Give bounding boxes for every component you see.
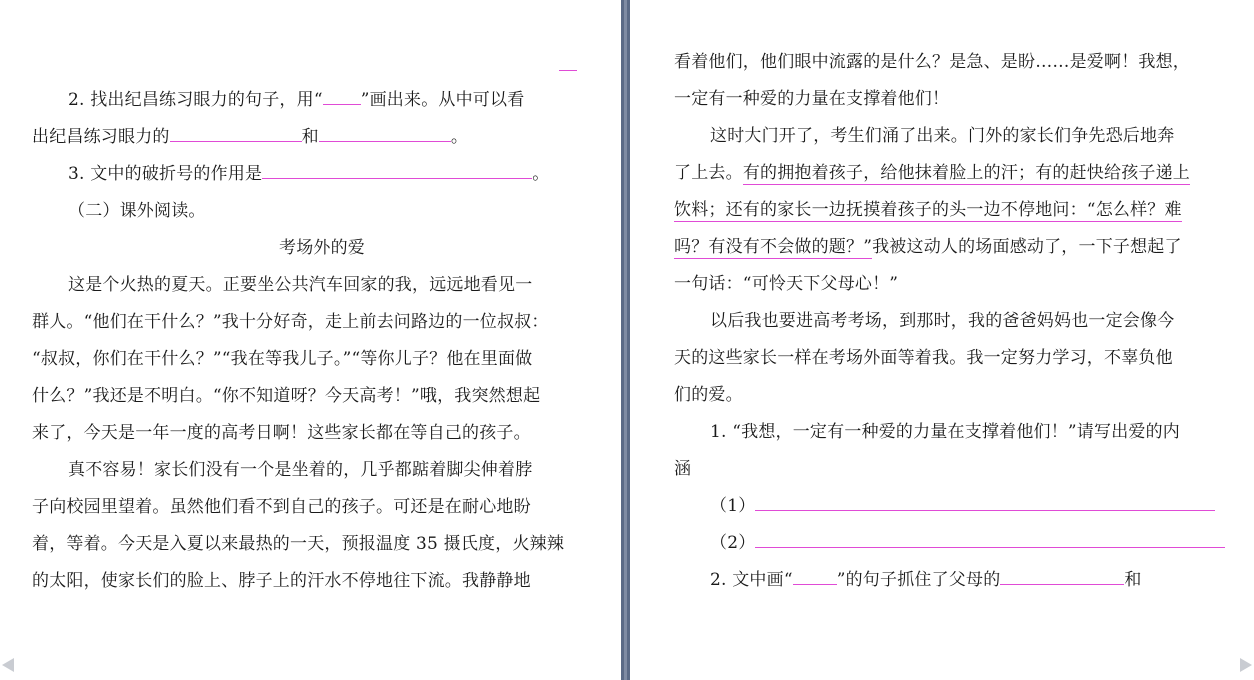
paragraph-4-line-1: 这时大门开了，考生们涌了出来。门外的家长们争先恐后地奔 [710,126,1175,146]
q2-mark-blank[interactable] [323,90,361,105]
rq2-text-b: ”的句子抓住了父母的 [836,570,1001,590]
reading-question-1-line-2: 涵 [674,459,692,479]
rq2-text-c: 和 [1124,570,1142,590]
rq2-mark-blank[interactable] [793,570,837,585]
paragraph-4-line-2 [674,161,1190,185]
paragraph-4-text: 了上去。 [674,163,743,183]
paragraph-3-line-2: 一定有一种爱的力量在支撑着他们！ [674,89,950,109]
question-2-line-1 [68,88,524,112]
left-page [0,0,621,680]
paragraph-4-line-5: 一句话：“可怜天下父母心！” [674,274,899,294]
paragraph-4-line-4 [674,235,1182,259]
q2-text-a: 2. 找出纪昌练习眼力的句子，用“ [68,90,323,110]
answer-1-blank[interactable] [755,496,1215,511]
page-divider [621,0,630,680]
answer-option-1 [710,494,1215,518]
paragraph-2-line-1: 真不容易！家长们没有一个是坐着的，几乎都踮着脚尖伸着脖 [68,460,533,480]
q2-answer-blank-2[interactable] [319,127,451,142]
q2-text-c: 出纪昌练习眼力的 [32,127,170,147]
underlined-sentence-part-3: 吗？有没有不会做的题？” [674,237,873,257]
question-2-line-2 [32,125,468,149]
right-page [630,0,1254,680]
underlined-sentence-part-1: 有的拥抱着孩子，给他抹着脸上的汗；有的赶快给孩子递上 [742,163,1191,183]
paragraph-4-text-end: 我被这动人的场面感动了，一下子想起了 [872,237,1182,257]
paragraph-1-line-4: 什么？”我还是不明白。“你不知道呀？今天高考！”哦，我突然想起 [32,386,541,406]
section-heading: （二）课外阅读。 [68,201,206,221]
answer-option-2 [710,531,1225,555]
rq2-answer-blank[interactable] [1000,570,1124,585]
reading-question-1-line-1: 1. “我想，一定有一种爱的力量在支撑着他们！”请写出爱的内 [710,422,1181,442]
paragraph-1-line-2: 群人。“他们在干什么？”我十分好奇，走上前去问路边的一位叔叔： [32,312,549,332]
previous-page-arrow-icon[interactable] [2,658,14,672]
question-3-line [68,162,549,186]
next-page-arrow-icon[interactable] [1240,658,1252,672]
q2-text-d: 和 [301,127,319,147]
paragraph-2-line-2: 子向校园里望着。虽然他们看不到自己的孩子。可还是在耐心地盼 [32,497,531,517]
paragraph-5-line-3: 们的爱。 [674,385,743,405]
q2-answer-blank-1[interactable] [170,127,302,142]
reading-question-2-line [710,568,1142,592]
q3-text-b: 。 [532,164,550,184]
article-title: 考场外的爱 [279,238,365,258]
rq2-text-a: 2. 文中画“ [710,570,793,590]
q2-text-e: 。 [450,127,469,147]
q3-text-a: 3. 文中的破折号的作用是 [68,164,263,184]
paragraph-5-line-2: 天的这些家长一样在考场外面等着我。我一定努力学习，不辜负他 [674,348,1173,368]
paragraph-3-line-1: 看着他们，他们眼中流露的是什么？是急、是盼……是爱啊！我想， [674,52,1190,72]
underlined-sentence-part-2: 饮料；还有的家长一边抚摸着孩子的头一边不停地问：“怎么样？难 [674,200,1182,220]
paragraph-2-line-3: 着，等着。今天是入夏以来最热的一天，预报温度 35 摄氏度，火辣辣 [32,534,565,554]
paragraph-2-line-4: 的太阳，使家长们的脸上、脖子上的汗水不停地往下流。我静静地 [32,571,531,591]
paragraph-4-line-3 [674,198,1182,222]
q3-answer-blank[interactable] [262,164,532,179]
option-2-label: （2） [710,533,756,553]
q2-text-b: ”画出来。从中可以看 [360,90,525,110]
paragraph-1-line-1: 这是个火热的夏天。正要坐公共汽车回家的我，远远地看见一 [68,275,533,295]
paragraph-1-line-5: 来了，今天是一年一度的高考日啊！这些家长都在等自己的孩子。 [32,423,531,443]
paragraph-1-line-3: “叔叔，你们在干什么？”“我在等我儿子。”“等你儿子？他在里面做 [32,349,533,369]
underline-mark [559,70,577,71]
option-1-label: （1） [710,496,756,516]
answer-2-blank[interactable] [755,533,1225,548]
paragraph-5-line-1: 以后我也要进高考考场，到那时，我的爸爸妈妈也一定会像今 [710,311,1175,331]
